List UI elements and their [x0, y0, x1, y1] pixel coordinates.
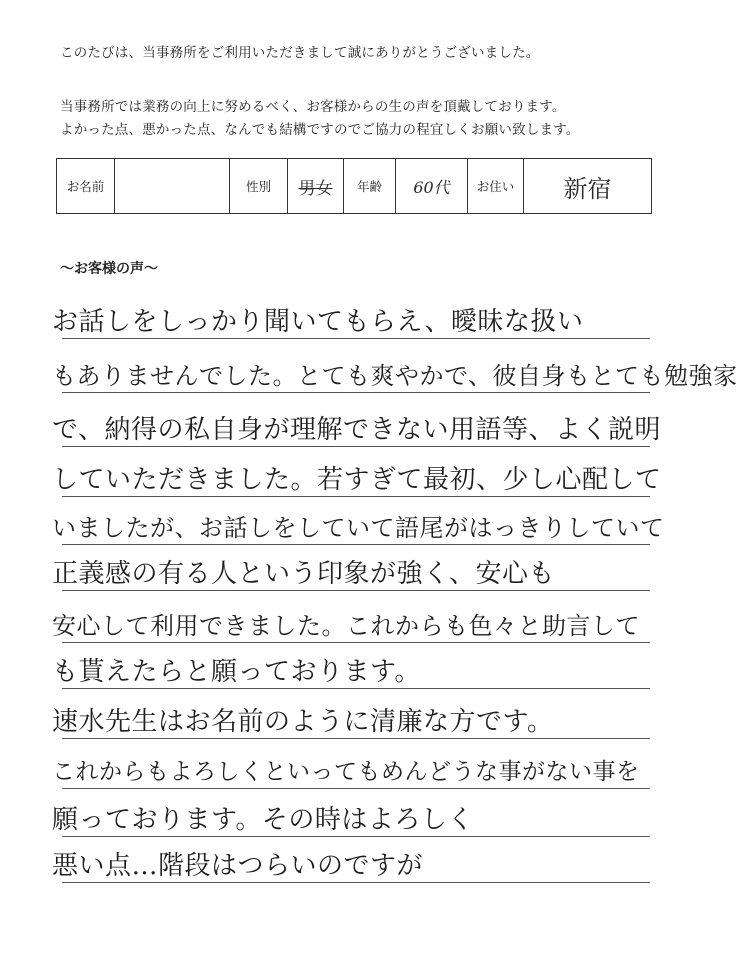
- ruled-line: [62, 544, 650, 545]
- ruled-line: [62, 642, 650, 643]
- intro-request-text: よかった点、悪かった点、なんでも結構ですのでご協力の程宜しくお願い致します。: [60, 122, 580, 138]
- ruled-line: [62, 446, 650, 447]
- customer-voice-line: 正義感の有る人という印象が強く、安心も: [52, 559, 555, 589]
- intro-thanks-text: このたびは、当事務所をご利用いただきまして誠にありがとうございました。: [60, 45, 540, 61]
- residence-value: 新宿: [563, 174, 612, 203]
- intro-purpose-text: 当事務所では業務の向上に努めるべく、お客様からの生の声を頂戴しております。: [60, 99, 566, 115]
- ruled-line: [62, 590, 650, 591]
- ruled-line: [62, 338, 650, 339]
- customer-voice-heading: ～お客様の声～: [60, 261, 158, 277]
- customer-voice-line: 速水先生はお名前のように清廉な方です。: [52, 707, 554, 737]
- gender-label: 性別: [230, 159, 288, 214]
- age-cell: [396, 159, 468, 214]
- age-label: 年齢: [344, 159, 396, 214]
- residence-label: お住い: [468, 159, 524, 214]
- customer-voice-line: もありませんでした。とても爽やかで、彼自身もとても勉強家: [52, 362, 738, 390]
- customer-voice-line: お話しをしっかり聞いてもらえ、曖昧な扱い: [52, 307, 584, 337]
- customer-voice-line: いましたが、お話しをしていて語尾がはっきりしていて: [52, 514, 665, 542]
- customer-voice-line: していただきました。若すぎて最初、少し心配して: [52, 465, 662, 495]
- customer-info-row: [57, 159, 652, 214]
- name-value: [115, 159, 230, 214]
- ruled-line: [62, 738, 650, 739]
- residence-cell: [524, 159, 652, 214]
- ruled-line: [62, 496, 650, 497]
- customer-voice-line: で、納得の私自身が理解できない用語等、よく説明: [52, 415, 661, 445]
- customer-voice-line: 悪い点…階段はつらいのですが: [52, 851, 424, 881]
- ruled-line: [62, 392, 650, 393]
- name-label: お名前: [57, 159, 115, 214]
- ruled-line: [62, 688, 650, 689]
- age-value: 60代: [413, 177, 450, 197]
- ruled-line: [62, 882, 650, 883]
- customer-voice-line: 願っております。その時はよろしく: [52, 805, 474, 835]
- gender-value: 男女: [298, 178, 333, 199]
- customer-info-table: [56, 158, 652, 214]
- gender-cell: [288, 159, 344, 214]
- ruled-line: [62, 788, 650, 789]
- customer-voice-line: も貰えたらと願っております。: [52, 657, 421, 687]
- ruled-line: [62, 836, 650, 837]
- customer-voice-line: 安心して利用できました。これからも色々と助言して: [52, 612, 640, 640]
- customer-voice-line: これからもよろしくといってもめんどうな事がない事を: [52, 759, 640, 785]
